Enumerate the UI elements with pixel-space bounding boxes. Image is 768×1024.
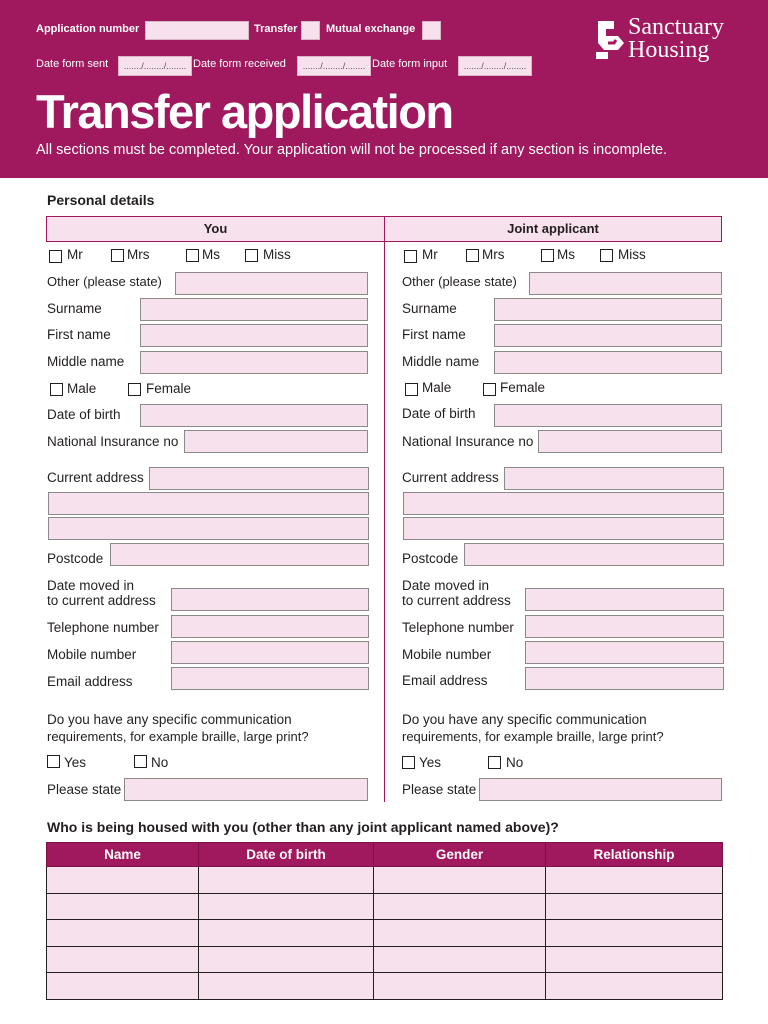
you-ms-label: Ms (202, 247, 220, 262)
date-form-received-label: Date form received (193, 58, 286, 70)
household-dob-cell[interactable] (199, 867, 374, 894)
household-gender-cell[interactable] (374, 893, 546, 920)
household-name-cell[interactable] (47, 867, 199, 894)
you-comm-yes-checkbox[interactable] (47, 755, 60, 768)
joint-ms-checkbox[interactable] (541, 249, 554, 262)
you-dob-field[interactable] (140, 404, 368, 427)
household-relationship-cell[interactable] (546, 973, 723, 1000)
you-email-field[interactable] (171, 667, 369, 690)
joint-surname-field[interactable] (494, 298, 722, 321)
joint-first-name-field[interactable] (494, 324, 722, 347)
joint-middle-name-field[interactable] (494, 351, 722, 374)
you-first-name-field[interactable] (140, 324, 368, 347)
joint-please-state-label: Please state (402, 782, 477, 797)
you-comm-no-checkbox[interactable] (134, 755, 147, 768)
joint-mrs-label: Mrs (482, 247, 505, 262)
household-relationship-cell[interactable] (546, 867, 723, 894)
you-middle-name-label: Middle name (47, 354, 125, 369)
you-comm-question-1: Do you have any specific communication (47, 712, 292, 727)
household-relationship-cell[interactable] (546, 893, 723, 920)
you-mr-label: Mr (67, 247, 83, 262)
page-subtitle: All sections must be completed. Your application will not be processed if any section is incomplete. (36, 142, 668, 158)
personal-details-heading: Personal details (47, 192, 155, 208)
you-telephone-field[interactable] (171, 615, 369, 638)
you-postcode-field[interactable] (110, 543, 369, 566)
you-female-checkbox[interactable] (128, 383, 141, 396)
you-male-label: Male (67, 381, 97, 396)
joint-telephone-label: Telephone number (402, 620, 514, 635)
joint-comm-question-1: Do you have any specific communication (402, 712, 647, 727)
you-comm-question-2: requirements, for example braille, large print? (47, 729, 309, 744)
household-gender-cell[interactable] (374, 973, 546, 1000)
joint-date-moved-label-1: Date moved in (402, 578, 490, 593)
joint-mobile-label: Mobile number (402, 647, 492, 662)
household-col-relationship: Relationship (546, 843, 723, 867)
joint-male-label: Male (422, 380, 452, 395)
you-mobile-field[interactable] (171, 641, 369, 664)
joint-other-label: Other (please state) (402, 274, 517, 289)
joint-address-line-1[interactable] (504, 467, 724, 490)
table-row (47, 973, 723, 1000)
joint-comm-yes-label: Yes (419, 755, 442, 770)
you-postcode-label: Postcode (47, 551, 104, 566)
joint-dob-field[interactable] (494, 404, 722, 427)
date-form-received-field[interactable]: ......./......../........ (297, 56, 371, 76)
you-male-checkbox[interactable] (50, 383, 63, 396)
you-mrs-checkbox[interactable] (111, 249, 124, 262)
joint-male-checkbox[interactable] (405, 383, 418, 396)
page-title: Transfer application (36, 85, 453, 138)
joint-comm-no-label: No (506, 755, 524, 770)
table-row (47, 893, 723, 920)
joint-surname-label: Surname (402, 301, 457, 316)
household-dob-cell[interactable] (199, 920, 374, 947)
household-relationship-cell[interactable] (546, 920, 723, 947)
you-surname-field[interactable] (140, 298, 368, 321)
joint-email-label: Email address (402, 673, 488, 688)
joint-first-name-label: First name (402, 327, 466, 342)
table-row (47, 867, 723, 894)
joint-please-state-field[interactable] (479, 778, 722, 801)
joint-date-moved-label-2: to current address (402, 593, 511, 608)
joint-female-checkbox[interactable] (483, 383, 496, 396)
household-table (46, 842, 723, 1000)
you-ni-label: National Insurance no (47, 434, 179, 449)
joint-other-field[interactable] (529, 272, 722, 295)
joint-ms-label: Ms (557, 247, 575, 262)
logo-line-2: Housing (628, 37, 710, 63)
joint-comm-yes-checkbox[interactable] (402, 756, 415, 769)
date-form-sent-field[interactable]: ......./......../........ (118, 56, 192, 76)
joint-telephone-field[interactable] (525, 615, 724, 638)
you-please-state-field[interactable] (124, 778, 368, 801)
you-other-label: Other (please state) (47, 274, 162, 289)
you-mrs-label: Mrs (127, 247, 150, 262)
joint-address-line-3[interactable] (403, 517, 724, 540)
you-date-moved-label-1: Date moved in (47, 578, 135, 593)
joint-miss-checkbox[interactable] (600, 249, 613, 262)
you-first-name-label: First name (47, 327, 111, 342)
joint-ni-field[interactable] (538, 430, 722, 453)
household-col-name: Name (47, 843, 199, 867)
you-mobile-label: Mobile number (47, 647, 137, 662)
household-name-cell[interactable] (47, 946, 199, 973)
you-middle-name-field[interactable] (140, 351, 368, 374)
household-dob-cell[interactable] (199, 893, 374, 920)
household-name-cell[interactable] (47, 973, 199, 1000)
joint-miss-label: Miss (618, 247, 646, 262)
you-email-label: Email address (47, 674, 133, 689)
joint-address-line-2[interactable] (403, 492, 724, 515)
you-date-moved-label-2: to current address (47, 593, 156, 608)
household-gender-cell[interactable] (374, 946, 546, 973)
joint-postcode-label: Postcode (402, 551, 459, 566)
you-telephone-label: Telephone number (47, 620, 159, 635)
joint-comm-question-2: requirements, for example braille, large print? (402, 729, 664, 744)
mutual-exchange-label: Mutual exchange (326, 23, 416, 35)
table-row (47, 946, 723, 973)
joint-mobile-field[interactable] (525, 641, 724, 664)
you-comm-no-label: No (151, 755, 169, 770)
household-gender-cell[interactable] (374, 867, 546, 894)
joint-mr-checkbox[interactable] (404, 250, 417, 263)
you-column-heading: You (46, 216, 385, 242)
you-miss-label: Miss (263, 247, 291, 262)
you-current-address-label: Current address (47, 470, 144, 485)
you-address-line-1[interactable] (149, 467, 369, 490)
joint-mrs-checkbox[interactable] (466, 249, 479, 262)
you-dob-label: Date of birth (47, 407, 121, 422)
joint-current-address-label: Current address (402, 470, 499, 485)
joint-email-field[interactable] (525, 667, 724, 690)
date-form-input-field[interactable]: ......./......../........ (458, 56, 532, 76)
you-other-field[interactable] (175, 272, 368, 295)
you-address-line-3[interactable] (48, 517, 369, 540)
you-comm-yes-label: Yes (64, 755, 87, 770)
joint-ni-label: National Insurance no (402, 434, 534, 449)
joint-comm-no-checkbox[interactable] (488, 756, 501, 769)
household-dob-cell[interactable] (199, 973, 374, 1000)
date-form-input-label: Date form input (372, 58, 448, 70)
date-form-sent-label: Date form sent (36, 58, 109, 70)
joint-middle-name-label: Middle name (402, 354, 480, 369)
you-miss-checkbox[interactable] (245, 249, 258, 262)
transfer-label: Transfer (254, 23, 298, 35)
joint-date-moved-field[interactable] (525, 588, 724, 611)
household-name-cell[interactable] (47, 920, 199, 947)
table-row (47, 920, 723, 947)
you-date-moved-field[interactable] (171, 588, 369, 611)
application-number-label: Application number (36, 23, 140, 35)
joint-dob-label: Date of birth (402, 406, 476, 421)
you-please-state-label: Please state (47, 782, 122, 797)
household-dob-cell[interactable] (199, 946, 374, 973)
you-female-label: Female (146, 381, 192, 396)
household-col-dob: Date of birth (199, 843, 374, 867)
household-heading: Who is being housed with you (other than any joint applicant named above)? (47, 819, 559, 835)
household-gender-cell[interactable] (374, 920, 546, 947)
you-mr-checkbox[interactable] (49, 250, 62, 263)
joint-postcode-field[interactable] (464, 543, 724, 566)
joint-female-label: Female (500, 380, 546, 395)
household-col-gender: Gender (374, 843, 546, 867)
you-surname-label: Surname (47, 301, 102, 316)
household-name-cell[interactable] (47, 893, 199, 920)
you-ms-checkbox[interactable] (186, 249, 199, 262)
household-relationship-cell[interactable] (546, 946, 723, 973)
you-address-line-2[interactable] (48, 492, 369, 515)
joint-mr-label: Mr (422, 247, 438, 262)
joint-applicant-column-heading: Joint applicant (384, 216, 722, 242)
logo-line-1: Sanctuary (628, 14, 724, 40)
you-ni-field[interactable] (184, 430, 368, 453)
household-header-row (47, 843, 723, 867)
